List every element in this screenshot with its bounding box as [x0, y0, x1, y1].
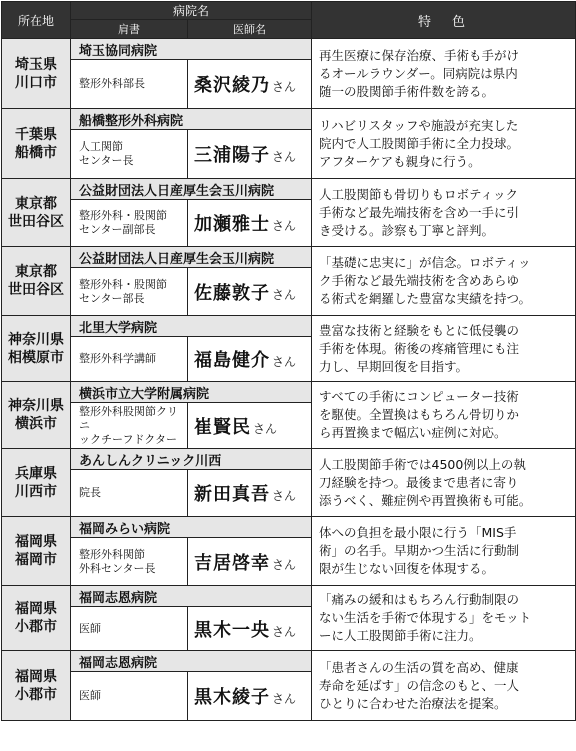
features-cell — [312, 316, 576, 382]
location-cell — [2, 247, 71, 316]
location-cell — [2, 517, 71, 586]
doctor-name-cell — [188, 403, 312, 449]
features-line: 刀経験を持つ。最後まで患者に寄り — [319, 474, 519, 490]
location-line: 小郡市 — [15, 686, 57, 703]
features-line: 「基礎に忠実に」が信念。ロボティッ — [319, 255, 531, 270]
header-doctor: 医師名 — [188, 20, 312, 39]
title-line: 整形外科関節 — [79, 547, 145, 561]
table-row — [2, 651, 576, 672]
honorific: さん — [272, 624, 297, 639]
features-line: 「患者さんの生活の質を高め、健康 — [319, 659, 519, 675]
location-line: 小郡市 — [15, 619, 57, 635]
title-line: センター長 — [79, 154, 134, 167]
honorific: さん — [272, 355, 297, 369]
location-line: 神奈川県 — [8, 331, 64, 348]
features-line: ーに人工股関節手術に注力。 — [319, 628, 482, 643]
doctor-title — [71, 200, 188, 247]
header-hospital: 病院名 — [71, 2, 312, 20]
doctor-name-cell — [188, 470, 312, 517]
hospital-name: 横浜市立大学附属病院 — [71, 382, 312, 403]
location-line: 福岡県 — [15, 534, 57, 550]
doctor-name: 新田真吾 — [194, 484, 270, 505]
features-line: 手術を体現。術後の疼痛管理にも注 — [319, 340, 520, 356]
doctor-title — [71, 60, 188, 109]
table-row — [2, 517, 576, 538]
honorific: さん — [253, 421, 278, 436]
features-cell — [312, 382, 576, 449]
doctor-name: 加瀬雅士 — [194, 214, 270, 235]
features-cell — [312, 109, 576, 179]
features-line: 人工股関節手術では4500例以上の執 — [319, 456, 526, 472]
title-line: 院長 — [79, 486, 101, 499]
doctor-name: 佐藤敦子 — [194, 282, 270, 304]
table-row — [2, 179, 576, 200]
hospital-name: 公益財団法人日産厚生会玉川病院 — [71, 247, 312, 268]
features-cell — [312, 179, 576, 247]
hospital-name: 埼玉協同病院 — [71, 39, 312, 60]
table-row — [2, 586, 576, 607]
features-line: る術式を網羅した豊富な実績を持つ。 — [319, 291, 532, 306]
features-line: アフターケアも親身に行う。 — [319, 153, 481, 169]
location-line: 福岡市 — [15, 552, 57, 568]
features-line: ら再置換まで幅広い症例に対応。 — [319, 425, 507, 440]
location-line: 世田谷区 — [8, 213, 64, 230]
doctor-name: 黒木一央 — [194, 619, 270, 641]
title-line: 人工関節 — [79, 140, 123, 153]
features-line: 力し、早期回復を目指す。 — [319, 358, 469, 374]
doctor-name: 桑沢綾乃 — [194, 75, 270, 96]
features-line: 院内で人工股関節手術に全力投球。 — [319, 135, 520, 151]
location-cell — [2, 109, 71, 179]
doctor-title — [71, 403, 188, 449]
doctor-name-cell — [188, 672, 312, 721]
location-cell — [2, 179, 71, 247]
title-line: 整形外科股関節クリニ — [79, 404, 178, 432]
features-line: ない生活を手術で体現する」をモット — [319, 610, 532, 625]
doctor-name-cell — [188, 200, 312, 247]
doctor-name: 三浦陽子 — [194, 145, 270, 166]
features-line: リハビリスタッフや施設が充実した — [319, 117, 519, 133]
doctor-name-cell — [188, 130, 312, 179]
location-cell — [2, 316, 71, 382]
features-cell — [312, 247, 576, 316]
features-line: 豊富な技術と経験をもとに低侵襲の — [319, 322, 520, 338]
honorific: さん — [272, 489, 297, 503]
features-line: 添うべく、難症例や再置換術も可能。 — [319, 492, 532, 508]
features-line: るオールラウンダー。同病院は県内 — [319, 65, 518, 81]
features-line: ひとりに合わせた治療法を提案。 — [319, 695, 507, 711]
honorific: さん — [272, 692, 297, 706]
header-features: 特 色 — [312, 2, 576, 39]
location-line: 相模原市 — [8, 349, 64, 366]
doctor-name: 崔賢民 — [194, 416, 251, 438]
honorific: さん — [272, 219, 297, 233]
title-line: 整形外科・股関節 — [79, 209, 167, 222]
title-line: 整形外科学講師 — [79, 352, 156, 365]
location-line: 埼玉県 — [15, 56, 57, 73]
location-cell — [2, 651, 71, 721]
hospital-name: 北里大学病院 — [71, 316, 312, 337]
honorific: さん — [272, 80, 297, 94]
doctor-title — [71, 470, 188, 517]
location-line: 神奈川県 — [8, 398, 64, 414]
hospital-name: 公益財団法人日産厚生会玉川病院 — [71, 179, 312, 200]
doctor-title — [71, 538, 188, 586]
hospital-name: あんしんクリニック川西 — [71, 449, 312, 470]
table-row — [2, 316, 576, 337]
honorific: さん — [272, 287, 297, 302]
features-cell — [312, 449, 576, 517]
location-line: 兵庫県 — [15, 465, 57, 482]
title-line: センター部長 — [79, 291, 145, 305]
location-line: 千葉県 — [15, 126, 57, 143]
features-line: すべての手術にコンピューター技術 — [319, 389, 519, 404]
doctor-title — [71, 130, 188, 179]
features-cell — [312, 651, 576, 721]
table-row — [2, 382, 576, 403]
features-line: き受ける。診察も丁寧と評判。 — [319, 222, 495, 238]
doctor-name-cell — [188, 337, 312, 382]
features-line: ク手術など最先端技術を含めあらゆ — [319, 273, 520, 288]
doctor-name: 吉居啓幸 — [194, 552, 270, 574]
location-cell — [2, 382, 71, 449]
location-cell — [2, 39, 71, 109]
hospital-name: 福岡志恩病院 — [71, 586, 312, 607]
features-cell — [312, 39, 576, 109]
honorific: さん — [272, 150, 297, 164]
features-cell — [312, 517, 576, 586]
location-cell — [2, 586, 71, 651]
features-line: 随一の股関節手術件数を誇る。 — [319, 83, 495, 99]
features-line: 再生医療に保存治療、手術も手がけ — [319, 47, 520, 63]
doctor-title — [71, 268, 188, 316]
title-line: 外科センター長 — [79, 561, 156, 575]
doctor-title — [71, 607, 188, 651]
title-line: 整形外科・股関節 — [79, 277, 167, 291]
features-line: 体への負担を最小限に行う「MIS手 — [319, 525, 517, 540]
doctor-name: 黒木綾子 — [194, 687, 270, 708]
location-line: 世田谷区 — [8, 282, 64, 298]
header-title: 肩書 — [71, 20, 188, 39]
location-line: 船橋市 — [15, 144, 57, 161]
title-line: ックチーフドクター — [79, 432, 178, 446]
location-line: 川西市 — [15, 483, 57, 500]
table-row — [2, 39, 576, 60]
table-row — [2, 247, 576, 268]
title-line: 整形外科部長 — [79, 77, 145, 90]
location-line: 福岡県 — [15, 668, 57, 685]
features-line: 手術など最先端技術を含め一手に引 — [319, 204, 520, 220]
location-line: 川口市 — [15, 74, 57, 91]
features-cell — [312, 586, 576, 651]
table-body — [2, 39, 576, 721]
honorific: さん — [272, 557, 297, 572]
doctor-name-cell — [188, 607, 312, 651]
features-line: 寿命を延ばす」の信念のもと、一人 — [319, 677, 520, 693]
title-line: 医師 — [79, 621, 101, 635]
doctor-title — [71, 672, 188, 721]
hospital-name: 船橋整形外科病院 — [71, 109, 312, 130]
hospital-name: 福岡志恩病院 — [71, 651, 312, 672]
features-line: 術」の名手。早期かつ生活に行動制 — [319, 543, 520, 558]
doctor-title — [71, 337, 188, 382]
location-line: 横浜市 — [15, 416, 57, 432]
doctor-name-cell — [188, 538, 312, 586]
hospital-name: 福岡みらい病院 — [71, 517, 312, 538]
location-line: 福岡県 — [15, 601, 57, 617]
table-row — [2, 449, 576, 470]
location-cell — [2, 449, 71, 517]
header-location: 所在地 — [2, 2, 71, 39]
doctor-name: 福島健介 — [194, 350, 270, 371]
doctor-table — [1, 1, 576, 721]
doctor-name-cell — [188, 268, 312, 316]
features-line: 限が生じない回復を体現する。 — [319, 561, 495, 576]
location-line: 東京都 — [15, 264, 57, 280]
doctor-name-cell — [188, 60, 312, 109]
location-line: 東京都 — [15, 195, 57, 212]
table-row — [2, 109, 576, 130]
features-line: 「痛みの緩和はもちろん行動制限の — [319, 592, 520, 607]
title-line: センター副部長 — [79, 223, 156, 236]
features-line: 人工股関節も骨切りもロボティック — [319, 186, 519, 202]
features-line: を駆使。全置換はもちろん骨切りか — [319, 407, 520, 422]
title-line: 医師 — [79, 689, 101, 702]
